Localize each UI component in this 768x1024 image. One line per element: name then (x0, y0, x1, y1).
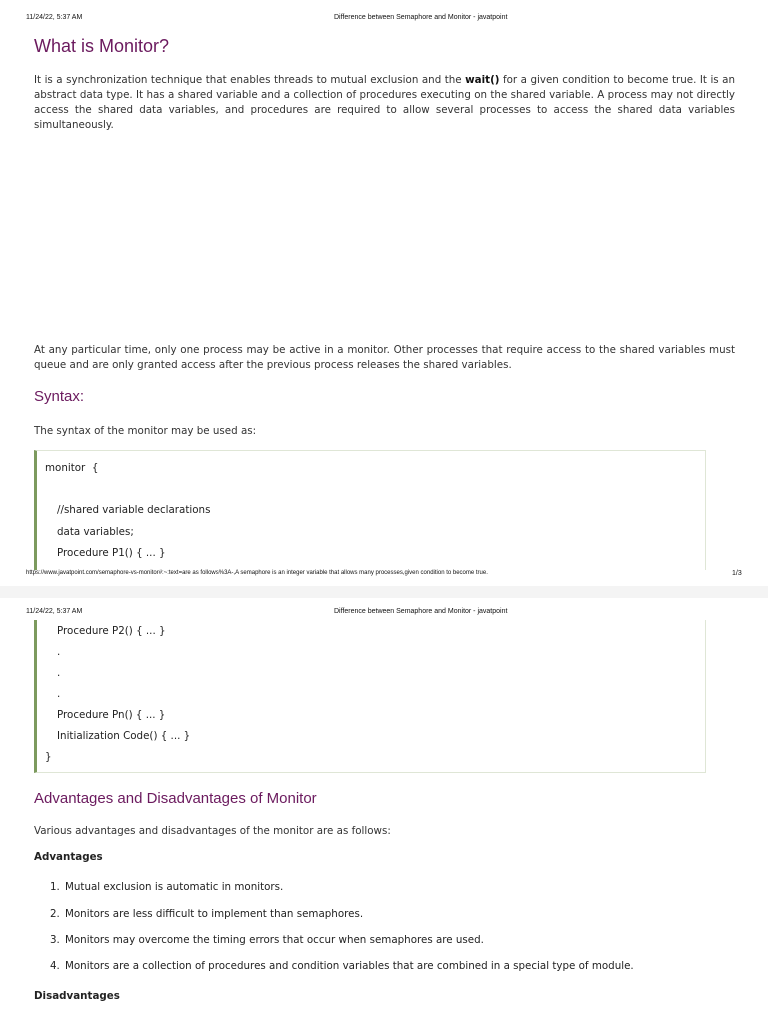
list-item: 1. Mutual exclusion is automatic in monitors. (50, 881, 284, 893)
print-header-datetime: 11/24/22, 5:37 AM (26, 608, 83, 615)
code-block-part2 (34, 620, 706, 773)
code-line: Procedure P1() { ... } (57, 547, 166, 559)
list-item: 3. Monitors may overcome the timing errors that occur when semaphores are used. (50, 934, 484, 946)
list-item: 4. Monitors are a collection of procedures and condition variables that are combined in a special type of module. (50, 960, 634, 972)
code-line: data variables; (57, 526, 134, 538)
code-line: monitor { (45, 462, 99, 474)
wait-keyword: wait() (465, 74, 500, 86)
code-line: //shared variable declarations (57, 504, 211, 516)
advantages-heading: Advantages and Disadvantages of Monitor (34, 790, 317, 807)
advantages-label: Advantages (34, 851, 103, 863)
print-header-datetime: 11/24/22, 5:37 AM (26, 14, 83, 21)
code-block-part1 (34, 450, 706, 570)
monitor-active-process-paragraph: At any particular time, only one process may be active in a monitor. Other processes that require access to the shared variables must queue and are only granted access after the previous process releases the shared variables. (34, 344, 735, 371)
print-footer-page: 1/3 (732, 570, 742, 577)
syntax-heading: Syntax: (34, 388, 85, 405)
print-header-title: Difference between Semaphore and Monitor - javatpoint (334, 608, 508, 615)
syntax-intro: The syntax of the monitor may be used as: (34, 425, 257, 437)
code-line: Procedure Pn() { ... } (57, 709, 166, 721)
advantages-intro: Various advantages and disadvantages of the monitor are as follows: (34, 825, 391, 837)
code-line: . (57, 667, 61, 679)
print-header-title: Difference between Semaphore and Monitor - javatpoint (334, 14, 508, 21)
page-title: What is Monitor? (34, 36, 170, 56)
disadvantages-label: Disadvantages (34, 990, 120, 1002)
monitor-description: It is a synchronization technique that enables threads to mutual exclusion and the wait() for a given condition to become true. It is an abstract data type. It has a shared variable and a collection of procedures executing on the shared variable. A process may not directly access the shared data variables, and procedures are required to allow several processes to access the shared data variables simultaneously. (34, 74, 736, 131)
code-line: } (45, 751, 52, 763)
code-line: Initialization Code() { ... } (57, 730, 191, 742)
code-line: . (57, 688, 61, 700)
page-break (0, 586, 768, 598)
code-line: Procedure P2() { ... } (57, 625, 166, 637)
code-line: . (57, 646, 61, 658)
print-footer-url[interactable]: https://www.javatpoint.com/semaphore-vs-monitor#:~:text=are as follows%3A-,A semaphore is an integer variable that allows many processes,given condition to become true. (26, 570, 488, 576)
list-item: 2. Monitors are less difficult to implement than semaphores. (50, 908, 364, 920)
